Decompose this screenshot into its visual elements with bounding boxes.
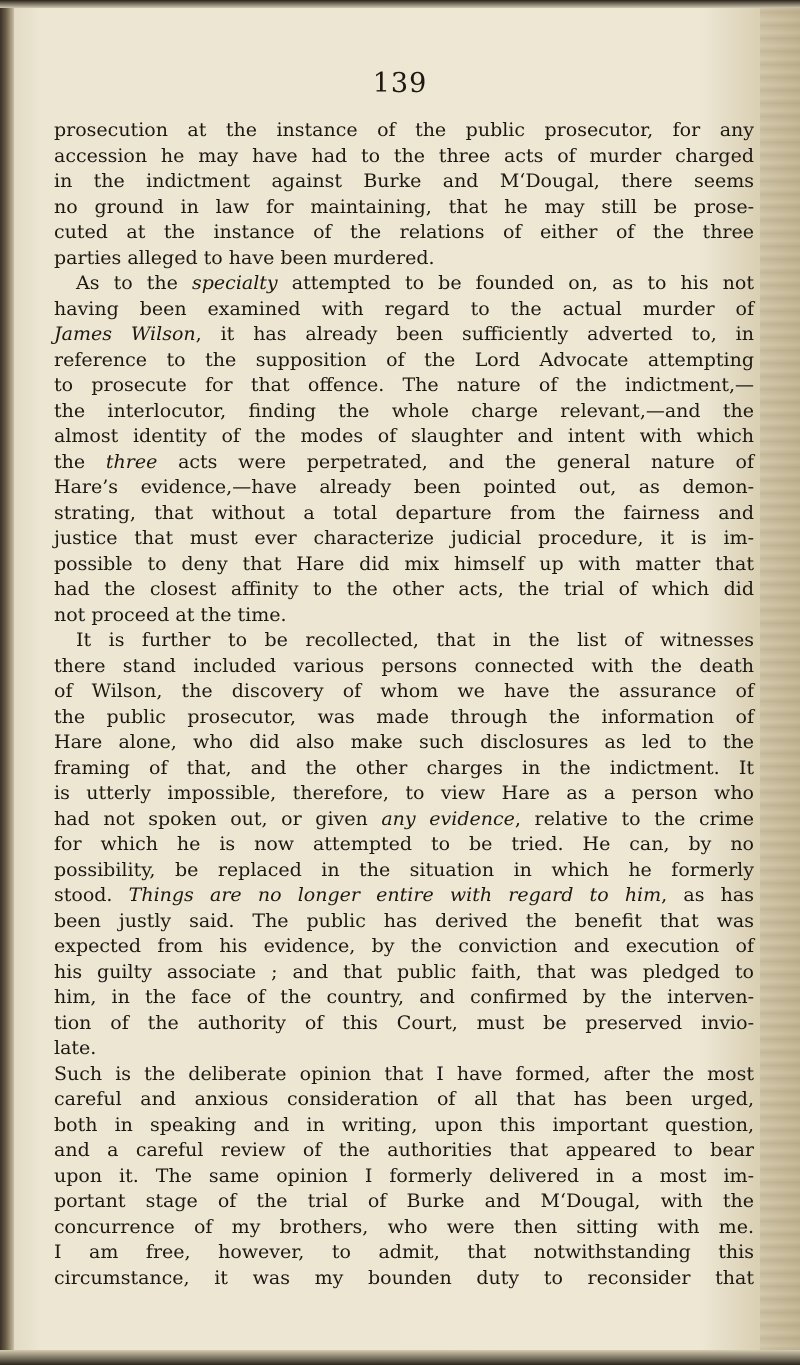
page-binding-edge	[0, 0, 14, 1365]
text-line: stood. Things are no longer entire with regard to him, as has	[54, 884, 754, 906]
text-line: I am free, however, to admit, that notwithstanding this	[54, 1241, 754, 1263]
text-line: tion of the authority of this Court, must be preserved invio-	[54, 1011, 754, 1034]
text-line: Such is the deliberate opinion that I have formed, after the most	[54, 1062, 754, 1085]
text-line: in the indictment against Burke and M‘Dougal, there seems	[54, 170, 754, 192]
text-line: careful and anxious consideration of all that has been urged,	[54, 1088, 754, 1110]
text-line: for which he is now attempted to be tried. He can, by no	[54, 833, 754, 855]
text-line: reference to the supposition of the Lord Advocate attempting	[54, 348, 754, 371]
text-line: justice that must ever characterize judicial procedure, it is im-	[54, 527, 754, 549]
page-edge-top	[0, 0, 800, 8]
text-line: As to the specialty attempted to be founded on, as to his not	[76, 272, 754, 294]
text-line: strating, that without a total departure from the fairness and	[54, 501, 754, 524]
body-text	[54, 118, 754, 1291]
text-line: almost identity of the modes of slaughter and intent with which	[54, 425, 754, 447]
text-line: the public prosecutor, was made through the information of	[54, 705, 754, 728]
text-line: is utterly impossible, therefore, to view Hare as a person who	[54, 782, 754, 804]
text-line: him, in the face of the country, and confirmed by the interven-	[54, 986, 754, 1008]
text-line: possibility, be replaced in the situation in which he formerly	[54, 858, 754, 881]
text-line: expected from his evidence, by the conviction and execution of	[54, 935, 754, 957]
text-line: framing of that, and the other charges in the indictment. It	[54, 756, 754, 779]
text-line: prosecution at the instance of the public prosecutor, for any	[54, 119, 754, 141]
text-line: both in speaking and in writing, upon this important question,	[54, 1113, 754, 1136]
text-line: had the closest affinity to the other acts, the trial of which did	[54, 578, 754, 600]
text-line: possible to deny that Hare did mix himself up with matter that	[54, 552, 754, 575]
text-line: his guilty associate ; and that public faith, that was pledged to	[54, 960, 754, 983]
text-line: cuted at the instance of the relations of either of the three	[54, 221, 754, 243]
text-line: and a careful review of the authorities that appeared to bear	[54, 1139, 754, 1161]
text-line: the interlocutor, finding the whole charge relevant,—and the	[54, 399, 754, 422]
page-edge-right	[760, 0, 800, 1365]
text-line: late.	[54, 1037, 97, 1059]
text-line: the three acts were perpetrated, and the general nature of	[54, 450, 755, 473]
text-line: Hare alone, who did also make such disclosures as led to the	[54, 731, 754, 753]
text-line: there stand included various persons connected with the death	[54, 654, 754, 677]
text-line: upon it. The same opinion I formerly delivered in a most im-	[54, 1164, 754, 1187]
text-line: no ground in law for maintaining, that he may still be prose-	[54, 195, 754, 218]
text-line: Hare’s evidence,—have already been pointed out, as demon-	[54, 476, 754, 498]
text-line: not proceed at the time.	[54, 603, 287, 626]
text-line: portant stage of the trial of Burke and M‘Dougal, with the	[54, 1190, 754, 1212]
text-line: James Wilson, it has already been sufficiently adverted to, in	[54, 323, 754, 345]
text-line: parties alleged to have been murdered.	[54, 246, 435, 269]
page-number: 139	[372, 68, 428, 99]
text-line: accession he may have had to the three acts of murder charged	[54, 144, 754, 167]
text-line: concurrence of my brothers, who were then sitting with me.	[54, 1215, 754, 1238]
text-line: having been examined with regard to the actual murder of	[54, 297, 754, 320]
text-line: circumstance, it was my bounden duty to reconsider that	[54, 1266, 754, 1289]
text-line: to prosecute for that offence. The nature of the indictment,—	[54, 374, 754, 396]
text-line: It is further to be recollected, that in the list of witnesses	[76, 629, 754, 651]
text-line: of Wilson, the discovery of whom we have the assurance of	[54, 680, 754, 702]
page-edge-bottom	[0, 1350, 800, 1365]
text-line: had not spoken out, or given any evidence, relative to the crime	[54, 807, 755, 830]
text-line: been justly said. The public has derived the benefit that was	[54, 909, 754, 932]
